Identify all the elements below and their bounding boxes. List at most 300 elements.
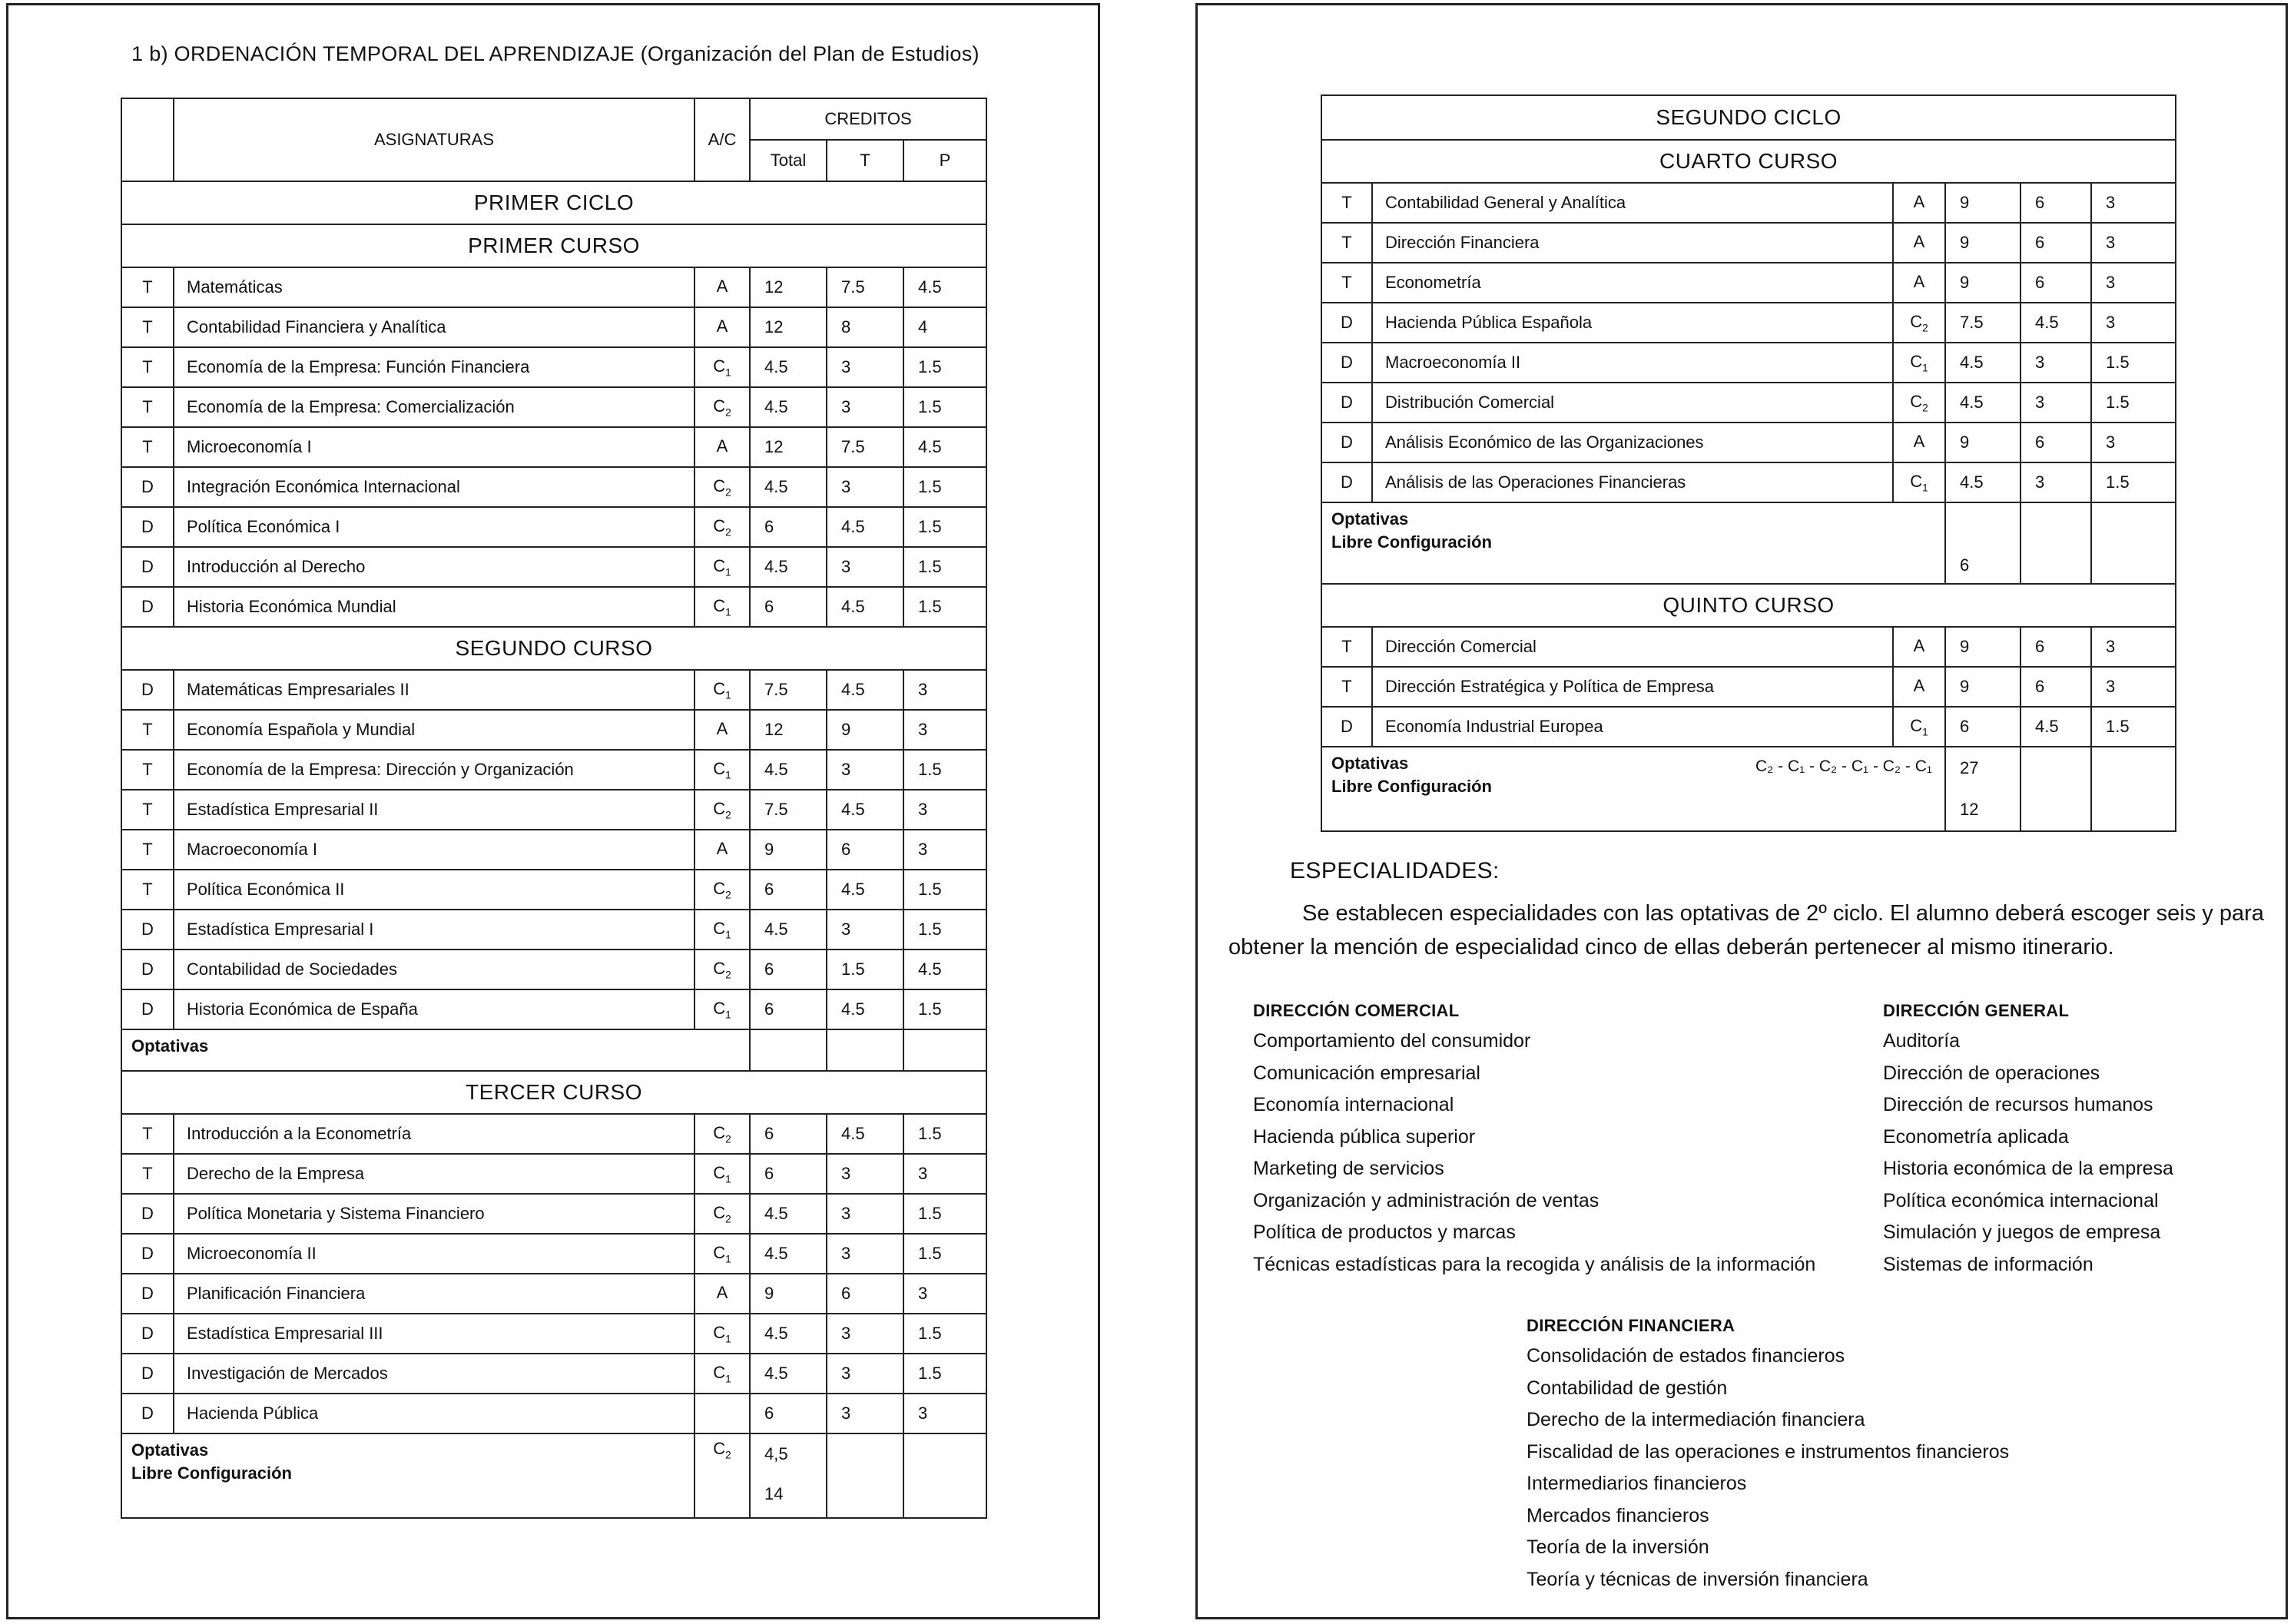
subject-type: D bbox=[1321, 303, 1372, 343]
subject-practice-credits: 1.5 bbox=[903, 587, 986, 627]
subject-name: Economía de la Empresa: Comercialización bbox=[174, 387, 694, 427]
subject-theory-credits: 7.5 bbox=[827, 267, 903, 307]
subject-practice-credits: 4.5 bbox=[903, 950, 986, 989]
subject-name: Introducción a la Econometría bbox=[174, 1114, 694, 1154]
subject-row bbox=[1321, 383, 2176, 423]
subject-name: Análisis de las Operaciones Financieras bbox=[1372, 462, 1893, 502]
specialty-direccion-general bbox=[1883, 996, 2173, 1281]
optativas-libre-label bbox=[1321, 502, 1945, 584]
specialty-item: Técnicas estadísticas para la recogida y análisis de la información bbox=[1253, 1253, 1816, 1275]
subject-ac bbox=[694, 587, 750, 627]
subject-row bbox=[1321, 183, 2176, 223]
subject-row bbox=[121, 1114, 986, 1154]
specialty-item: Marketing de servicios bbox=[1253, 1158, 1444, 1179]
subject-type: D bbox=[121, 1394, 174, 1433]
subject-row bbox=[121, 587, 986, 627]
ac-subscript: 1 bbox=[725, 1253, 731, 1265]
subject-theory-credits: 4.5 bbox=[827, 587, 903, 627]
segundo-curso-rows bbox=[121, 670, 986, 1029]
subject-type: T bbox=[121, 307, 174, 347]
subject-row bbox=[1321, 303, 2176, 343]
subject-ac bbox=[694, 1154, 750, 1194]
ac-letter: C bbox=[713, 1322, 726, 1342]
subject-total-credits: 6 bbox=[750, 1394, 827, 1433]
subject-theory-credits: 4.5 bbox=[827, 507, 903, 547]
subject-practice-credits: 3 bbox=[2091, 423, 2176, 462]
specialty-item: Comportamiento del consumidor bbox=[1253, 1030, 1531, 1052]
subject-name: Dirección Financiera bbox=[1372, 223, 1893, 263]
subject-practice-credits: 1.5 bbox=[2091, 343, 2176, 383]
optativas-t bbox=[827, 1029, 903, 1071]
ac-subscript: 2 bbox=[725, 526, 731, 539]
specialty-item: Dirección de operaciones bbox=[1883, 1062, 2100, 1084]
optativas-label: Optativas bbox=[121, 1029, 750, 1071]
ac-subscript: 2 bbox=[725, 1133, 731, 1145]
section-tercer-curso: TERCER CURSO bbox=[121, 1071, 986, 1114]
subject-theory-credits: 6 bbox=[2021, 263, 2091, 303]
subject-theory-credits: 3 bbox=[827, 750, 903, 790]
subject-total-credits: 12 bbox=[750, 267, 827, 307]
specialty-item: Historia económica de la empresa bbox=[1883, 1158, 2173, 1179]
subject-ac bbox=[694, 750, 750, 790]
optativas-p bbox=[903, 1029, 986, 1071]
subject-practice-credits: 1.5 bbox=[903, 467, 986, 507]
ac-subscript: 1 bbox=[725, 689, 731, 701]
ac-letter: A bbox=[1913, 431, 1925, 451]
ac-subscript: 1 bbox=[725, 1333, 731, 1345]
ac-letter: C bbox=[713, 998, 726, 1018]
subject-type: D bbox=[1321, 462, 1372, 502]
subject-total-credits: 9 bbox=[1945, 223, 2021, 263]
subject-name: Investigación de Mercados bbox=[174, 1354, 694, 1394]
subject-ac bbox=[694, 790, 750, 830]
subject-row bbox=[1321, 423, 2176, 462]
subject-name: Estadística Empresarial III bbox=[174, 1314, 694, 1354]
specialty-item: Dirección de recursos humanos bbox=[1883, 1094, 2153, 1115]
subject-ac bbox=[1893, 183, 1945, 223]
study-plan-table-second-cycle bbox=[1321, 94, 2176, 832]
subject-practice-credits: 3 bbox=[903, 790, 986, 830]
subject-practice-credits: 1.5 bbox=[903, 989, 986, 1029]
subject-name: Hacienda Pública Española bbox=[1372, 303, 1893, 343]
subject-practice-credits: 1.5 bbox=[2091, 383, 2176, 423]
section-quinto-curso: QUINTO CURSO bbox=[1321, 584, 2176, 627]
specialty-items bbox=[1253, 1026, 1815, 1281]
subject-row bbox=[121, 1274, 986, 1314]
subject-ac bbox=[694, 427, 750, 467]
subject-practice-credits: 1.5 bbox=[903, 547, 986, 587]
subject-ac bbox=[694, 1394, 750, 1433]
subject-ac bbox=[694, 1194, 750, 1234]
subject-row bbox=[121, 870, 986, 910]
subject-theory-credits: 3 bbox=[827, 1394, 903, 1433]
ac-letter: C bbox=[713, 396, 726, 416]
subject-ac bbox=[1893, 627, 1945, 667]
subject-total-credits: 6 bbox=[750, 1114, 827, 1154]
subject-total-credits: 4.5 bbox=[1945, 462, 2021, 502]
subject-name: Matemáticas bbox=[174, 267, 694, 307]
optativas-t bbox=[2021, 747, 2091, 831]
subject-practice-credits: 3 bbox=[2091, 627, 2176, 667]
ac-letter: A bbox=[1913, 231, 1925, 251]
subject-theory-credits: 4.5 bbox=[2021, 303, 2091, 343]
subject-total-credits: 6 bbox=[750, 507, 827, 547]
subject-practice-credits: 3 bbox=[903, 830, 986, 870]
subject-theory-credits: 7.5 bbox=[827, 427, 903, 467]
subject-total-credits: 4.5 bbox=[1945, 383, 2021, 423]
subject-name: Macroeconomía II bbox=[1372, 343, 1893, 383]
left-page bbox=[6, 3, 1100, 1619]
subject-type: T bbox=[121, 1154, 174, 1194]
specialty-item: Simulación y juegos de empresa bbox=[1883, 1221, 2161, 1243]
optativas-t bbox=[2021, 502, 2091, 584]
subject-type: T bbox=[121, 830, 174, 870]
subject-ac bbox=[694, 670, 750, 710]
optativas-total: 4,5 bbox=[764, 1444, 788, 1463]
subject-theory-credits: 6 bbox=[827, 830, 903, 870]
subject-ac bbox=[1893, 263, 1945, 303]
header-t: T bbox=[827, 140, 903, 181]
subject-total-credits: 6 bbox=[750, 989, 827, 1029]
subject-name: Análisis Económico de las Organizaciones bbox=[1372, 423, 1893, 462]
subject-name: Política Monetaria y Sistema Financiero bbox=[174, 1194, 694, 1234]
subject-type: D bbox=[1321, 423, 1372, 462]
subject-row bbox=[121, 950, 986, 989]
specialty-item: Econometría aplicada bbox=[1883, 1125, 2069, 1148]
specialty-direccion-financiera bbox=[1527, 1311, 2009, 1596]
subject-practice-credits: 1.5 bbox=[903, 1234, 986, 1274]
specialty-item: Fiscalidad de las operaciones e instrumentos financieros bbox=[1527, 1440, 2010, 1463]
subject-name: Economía de la Empresa: Dirección y Organización bbox=[174, 750, 694, 790]
optativas-libre-label bbox=[1321, 747, 1945, 831]
subject-practice-credits: 1.5 bbox=[2091, 707, 2176, 747]
ac-subscript: 1 bbox=[725, 1173, 731, 1185]
ac-subscript: 2 bbox=[725, 486, 731, 499]
subject-practice-credits: 1.5 bbox=[2091, 462, 2176, 502]
subject-practice-credits: 4.5 bbox=[903, 267, 986, 307]
subject-total-credits: 4.5 bbox=[750, 1354, 827, 1394]
subject-ac bbox=[694, 307, 750, 347]
optativas-p bbox=[903, 1433, 986, 1518]
subject-practice-credits: 1.5 bbox=[903, 507, 986, 547]
section-segundo-curso: SEGUNDO CURSO bbox=[121, 627, 986, 670]
subject-type: D bbox=[121, 950, 174, 989]
subject-ac bbox=[694, 1114, 750, 1154]
specialty-item: Mercados financieros bbox=[1527, 1504, 1709, 1526]
subject-name: Dirección Estratégica y Política de Empresa bbox=[1372, 667, 1893, 707]
subject-total-credits: 9 bbox=[1945, 667, 2021, 707]
subject-practice-credits: 3 bbox=[903, 1274, 986, 1314]
specialty-item: Consolidación de estados financieros bbox=[1527, 1345, 1845, 1367]
subject-ac bbox=[694, 1274, 750, 1314]
subject-name: Estadística Empresarial I bbox=[174, 910, 694, 950]
subject-row bbox=[121, 790, 986, 830]
subject-total-credits: 9 bbox=[1945, 183, 2021, 223]
subject-row bbox=[121, 710, 986, 750]
ac-letter: A bbox=[1913, 191, 1925, 211]
specialty-items bbox=[1883, 1026, 2173, 1281]
ac-letter: C bbox=[713, 595, 726, 615]
section-primer-ciclo: PRIMER CICLO bbox=[121, 181, 986, 224]
subject-total-credits: 4.5 bbox=[750, 387, 827, 427]
subject-ac bbox=[1893, 223, 1945, 263]
subject-practice-credits: 1.5 bbox=[903, 870, 986, 910]
subject-row bbox=[121, 989, 986, 1029]
primer-curso-rows bbox=[121, 267, 986, 627]
specialty-item: Economía internacional bbox=[1253, 1094, 1454, 1115]
subject-type: T bbox=[1321, 667, 1372, 707]
ac-letter: C bbox=[713, 356, 726, 376]
subject-total-credits: 7.5 bbox=[750, 670, 827, 710]
subject-theory-credits: 3 bbox=[2021, 343, 2091, 383]
ac-letter: C bbox=[713, 1362, 726, 1382]
subject-ac bbox=[694, 870, 750, 910]
ac-letter: C bbox=[713, 1242, 726, 1262]
subject-row bbox=[121, 830, 986, 870]
subject-total-credits: 4.5 bbox=[750, 547, 827, 587]
subject-total-credits: 7.5 bbox=[1945, 303, 2021, 343]
subject-total-credits: 9 bbox=[750, 830, 827, 870]
subject-row bbox=[121, 1394, 986, 1433]
subject-type: T bbox=[1321, 223, 1372, 263]
subject-theory-credits: 3 bbox=[2021, 462, 2091, 502]
subject-practice-credits: 1.5 bbox=[903, 387, 986, 427]
subject-practice-credits: 1.5 bbox=[903, 347, 986, 387]
subject-type: D bbox=[121, 467, 174, 507]
subject-practice-credits: 1.5 bbox=[903, 910, 986, 950]
ac-letter: C bbox=[713, 1162, 726, 1182]
section-primer-curso: PRIMER CURSO bbox=[121, 224, 986, 267]
subject-row bbox=[1321, 223, 2176, 263]
subject-ac bbox=[694, 989, 750, 1029]
ac-subscript: 1 bbox=[725, 366, 731, 379]
subject-type: D bbox=[121, 1194, 174, 1234]
subject-total-credits: 6 bbox=[750, 870, 827, 910]
subject-theory-credits: 3 bbox=[827, 347, 903, 387]
subject-total-credits: 4.5 bbox=[750, 1314, 827, 1354]
subject-practice-credits: 1.5 bbox=[903, 1354, 986, 1394]
subject-row bbox=[1321, 667, 2176, 707]
subject-name: Derecho de la Empresa bbox=[174, 1154, 694, 1194]
subject-type: D bbox=[121, 1274, 174, 1314]
subject-row bbox=[121, 267, 986, 307]
document-title: 1 b) ORDENACIÓN TEMPORAL DEL APRENDIZAJE (Organización del Plan de Estudios) bbox=[131, 42, 980, 65]
subject-row bbox=[1321, 263, 2176, 303]
subject-row bbox=[121, 910, 986, 950]
optativas-label: Optativas bbox=[1331, 509, 1409, 529]
subject-practice-credits: 4.5 bbox=[903, 427, 986, 467]
ac-letter: C bbox=[713, 678, 726, 698]
subject-ac bbox=[694, 830, 750, 870]
ac-subscript: 2 bbox=[725, 969, 731, 981]
subject-practice-credits: 3 bbox=[2091, 263, 2176, 303]
ac-letter: C bbox=[713, 476, 726, 495]
tercer-curso-rows bbox=[121, 1114, 986, 1433]
subject-type: T bbox=[121, 790, 174, 830]
ac-letter: C bbox=[1910, 311, 1923, 331]
subject-practice-credits: 1.5 bbox=[903, 1114, 986, 1154]
subject-ac bbox=[694, 267, 750, 307]
ac-subscript: 1 bbox=[725, 1373, 731, 1385]
subject-total-credits: 9 bbox=[750, 1274, 827, 1314]
subject-theory-credits: 3 bbox=[827, 1154, 903, 1194]
specialty-item: Comunicación empresarial bbox=[1253, 1062, 1480, 1084]
specialty-item: Hacienda pública superior bbox=[1253, 1125, 1476, 1148]
subject-type: T bbox=[121, 387, 174, 427]
ac-subscript: 2 bbox=[725, 889, 731, 901]
subject-theory-credits: 3 bbox=[827, 1194, 903, 1234]
specialty-item: Intermediarios financieros bbox=[1527, 1473, 1747, 1494]
subject-total-credits: 9 bbox=[1945, 627, 2021, 667]
header-creditos: CREDITOS bbox=[750, 98, 986, 140]
specialty-item: Auditoría bbox=[1883, 1030, 1961, 1052]
subject-theory-credits: 3 bbox=[827, 467, 903, 507]
subject-name: Integración Económica Internacional bbox=[174, 467, 694, 507]
subject-name: Economía de la Empresa: Función Financiera bbox=[174, 347, 694, 387]
subject-practice-credits: 4 bbox=[903, 307, 986, 347]
libre-total: 12 bbox=[1960, 800, 1979, 819]
subject-name: Estadística Empresarial II bbox=[174, 790, 694, 830]
ac-letter: A bbox=[1913, 271, 1925, 291]
subject-total-credits: 6 bbox=[750, 950, 827, 989]
ac-subscript: 1 bbox=[725, 769, 731, 781]
subject-theory-credits: 6 bbox=[2021, 183, 2091, 223]
subject-name: Distribución Comercial bbox=[1372, 383, 1893, 423]
subject-theory-credits: 4.5 bbox=[827, 1114, 903, 1154]
subject-type: T bbox=[121, 710, 174, 750]
ac-letter: A bbox=[1913, 675, 1925, 695]
ac-letter: C bbox=[1910, 351, 1923, 371]
specialty-title: DIRECCIÓN COMERCIAL bbox=[1253, 1001, 1460, 1020]
subject-name: Economía Española y Mundial bbox=[174, 710, 694, 750]
subject-ac bbox=[1893, 667, 1945, 707]
subject-practice-credits: 3 bbox=[903, 1154, 986, 1194]
subject-total-credits: 6 bbox=[750, 1154, 827, 1194]
subject-practice-credits: 1.5 bbox=[903, 1314, 986, 1354]
ac-letter: A bbox=[1913, 635, 1925, 655]
subject-practice-credits: 3 bbox=[903, 1394, 986, 1433]
subject-ac bbox=[694, 547, 750, 587]
section-segundo-ciclo: SEGUNDO CICLO bbox=[1321, 95, 2176, 140]
subject-total-credits: 7.5 bbox=[750, 790, 827, 830]
subject-ac bbox=[1893, 423, 1945, 462]
libre-configuracion-label: Libre Configuración bbox=[1331, 777, 1492, 796]
header-asignaturas: ASIGNATURAS bbox=[174, 98, 694, 181]
subject-name: Microeconomía II bbox=[174, 1234, 694, 1274]
subject-theory-credits: 4.5 bbox=[827, 870, 903, 910]
subject-ac bbox=[694, 910, 750, 950]
subject-row bbox=[1321, 627, 2176, 667]
ac-subscript: 1 bbox=[1922, 362, 1928, 374]
subject-row bbox=[121, 467, 986, 507]
subject-ac bbox=[694, 387, 750, 427]
subject-total-credits: 4.5 bbox=[750, 1234, 827, 1274]
subject-type: T bbox=[121, 427, 174, 467]
optativas-codes: C₂ - C₁ - C₂ - C₁ - C₂ - C₁ bbox=[1755, 757, 1932, 775]
subject-name: Historia Económica de España bbox=[174, 989, 694, 1029]
subject-theory-credits: 3 bbox=[827, 1314, 903, 1354]
subject-type: T bbox=[121, 1114, 174, 1154]
subject-name: Economía Industrial Europea bbox=[1372, 707, 1893, 747]
specialty-title: DIRECCIÓN GENERAL bbox=[1883, 1001, 2070, 1020]
subject-type: T bbox=[1321, 627, 1372, 667]
subject-practice-credits: 1.5 bbox=[903, 750, 986, 790]
subject-theory-credits: 8 bbox=[827, 307, 903, 347]
subject-ac bbox=[694, 347, 750, 387]
subject-name: Matemáticas Empresariales II bbox=[174, 670, 694, 710]
subject-total-credits: 6 bbox=[750, 587, 827, 627]
optativas-ac bbox=[694, 1433, 750, 1518]
subject-row bbox=[1321, 707, 2176, 747]
subject-practice-credits: 3 bbox=[2091, 183, 2176, 223]
specialty-item: Teoría y técnicas de inversión financiera bbox=[1527, 1568, 1868, 1590]
ac-subscript: 1 bbox=[725, 566, 731, 578]
especialidades-paragraph: Se establecen especialidades con las optativas de 2º ciclo. El alumno deberá escoger seis y para obtener la mención de especialidad cinco de ellas deberán pertenecer al mismo itinerario. bbox=[1228, 901, 2264, 959]
subject-total-credits: 12 bbox=[750, 710, 827, 750]
ac-letter: A bbox=[716, 276, 728, 296]
ac-letter: A bbox=[716, 1282, 728, 1302]
subject-type: D bbox=[121, 989, 174, 1029]
subject-row bbox=[121, 347, 986, 387]
subject-type: D bbox=[121, 507, 174, 547]
subject-practice-credits: 3 bbox=[903, 710, 986, 750]
cuarto-curso-rows bbox=[1321, 183, 2176, 502]
libre-configuracion-label: Libre Configuración bbox=[131, 1463, 292, 1483]
libre-configuracion-label: Libre Configuración bbox=[1331, 532, 1492, 552]
subject-row bbox=[121, 1154, 986, 1194]
header-type-cell bbox=[121, 98, 174, 181]
subject-row bbox=[1321, 343, 2176, 383]
subject-row bbox=[121, 670, 986, 710]
subject-type: D bbox=[121, 1234, 174, 1274]
subject-type: D bbox=[1321, 343, 1372, 383]
libre-total: 6 bbox=[1945, 502, 2021, 584]
subject-name: Hacienda Pública bbox=[174, 1394, 694, 1433]
ac-letter: A bbox=[716, 718, 728, 738]
subject-practice-credits: 3 bbox=[2091, 303, 2176, 343]
subject-theory-credits: 1.5 bbox=[827, 950, 903, 989]
subject-type: D bbox=[1321, 707, 1372, 747]
subject-theory-credits: 4.5 bbox=[827, 670, 903, 710]
subject-row bbox=[121, 387, 986, 427]
subject-type: T bbox=[121, 267, 174, 307]
ac-letter: C bbox=[713, 958, 726, 978]
especialidades-heading: ESPECIALIDADES: bbox=[1290, 858, 1500, 883]
subject-row bbox=[121, 1354, 986, 1394]
ac-letter: C bbox=[713, 798, 726, 818]
specialty-item: Política económica internacional bbox=[1883, 1189, 2159, 1211]
subject-theory-credits: 6 bbox=[2021, 667, 2091, 707]
subject-ac bbox=[694, 1314, 750, 1354]
subject-type: D bbox=[121, 670, 174, 710]
header-total: Total bbox=[750, 140, 827, 181]
subject-total-credits: 4.5 bbox=[750, 750, 827, 790]
ac-subscript: 2 bbox=[1922, 402, 1928, 414]
subject-theory-credits: 6 bbox=[2021, 223, 2091, 263]
subject-theory-credits: 3 bbox=[827, 1354, 903, 1394]
subject-total-credits: 4.5 bbox=[750, 910, 827, 950]
subject-ac bbox=[1893, 462, 1945, 502]
optativas-libre-total bbox=[1945, 747, 2021, 831]
ac-letter: C bbox=[1910, 471, 1923, 491]
specialty-item: Contabilidad de gestión bbox=[1527, 1377, 1728, 1399]
subject-practice-credits: 1.5 bbox=[903, 1194, 986, 1234]
subject-row bbox=[1321, 462, 2176, 502]
ac-subscript: 1 bbox=[725, 606, 731, 618]
subject-ac bbox=[694, 1354, 750, 1394]
ac-subscript: 1 bbox=[725, 1009, 731, 1021]
subject-ac bbox=[694, 467, 750, 507]
